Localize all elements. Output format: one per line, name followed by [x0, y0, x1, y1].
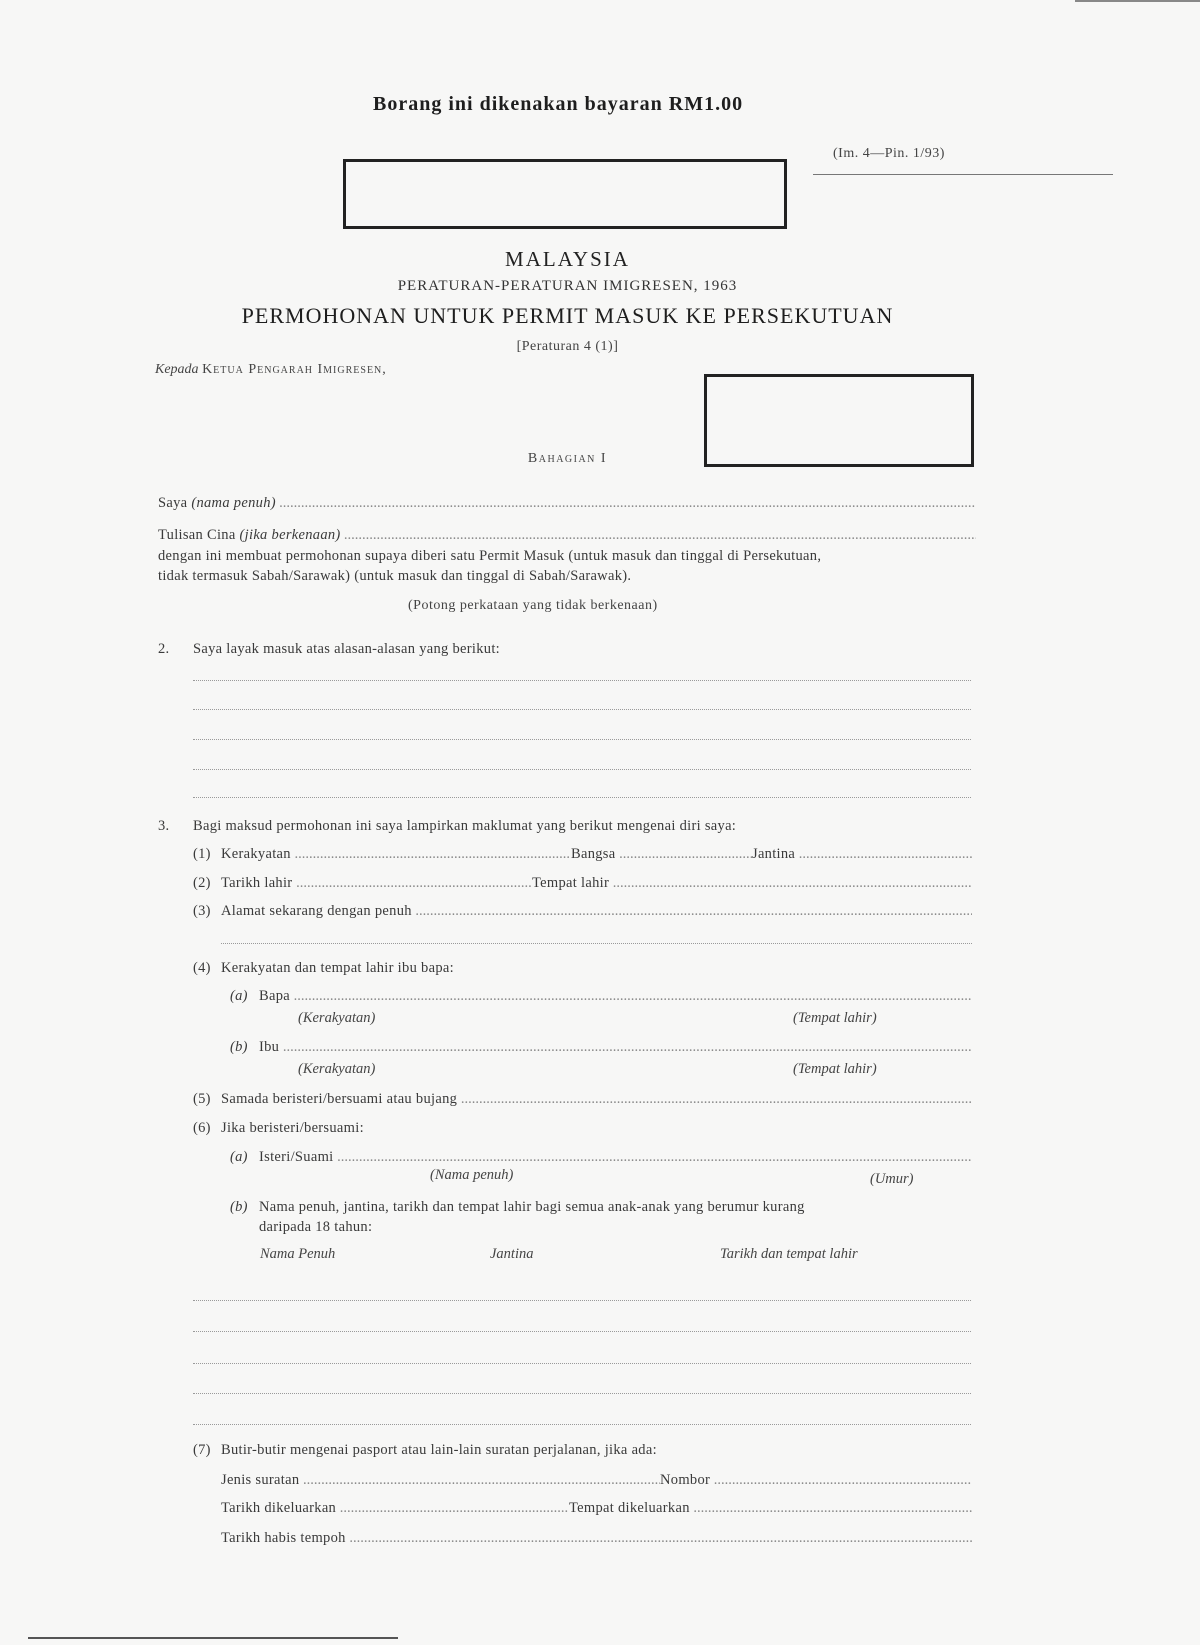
reasons-line-5[interactable] — [193, 797, 971, 798]
q4a-number: (a) — [230, 988, 248, 1004]
reasons-line-4[interactable] — [193, 769, 971, 770]
country-heading: MALAYSIA — [505, 247, 630, 271]
scan-edge-line — [1075, 0, 1200, 2]
office-stamp-box — [343, 159, 787, 229]
q5-number: (5) — [193, 1091, 211, 1107]
section-3-number: 3. — [158, 818, 170, 834]
q6b-text-line-2: daripada 18 tahun: — [259, 1219, 373, 1235]
q4-number: (4) — [193, 960, 211, 976]
regulation-reference: [Peraturan 4 (1)] — [516, 339, 619, 354]
father-birthplace-hint: (Tempat lahir) — [793, 1010, 877, 1026]
q7-number: (7) — [193, 1442, 211, 1458]
father-field[interactable]: Bapa ..... — [259, 988, 972, 1005]
address-line-2[interactable] — [221, 943, 972, 944]
addressee-name: Ketua Pengarah Imigresen, — [202, 362, 387, 377]
children-line-5[interactable] — [193, 1424, 971, 1425]
form-number-rule — [813, 174, 1113, 175]
declaration-line-2: tidak termasuk Sabah/Sarawak) (untuk masuk dan tinggal di Sabah/Sarawak). — [158, 568, 632, 584]
section-2-number: 2. — [158, 641, 170, 657]
q6b-text-line-1: Nama penuh, jantina, tarikh dan tempat lahir bagi semua anak-anak yang berumur kurang — [259, 1199, 805, 1215]
column-date-place-of-birth: Tarikh dan tempat lahir — [720, 1246, 858, 1262]
reasons-line-3[interactable] — [193, 739, 971, 740]
q6-number: (6) — [193, 1120, 211, 1136]
issue-place-field[interactable]: Tempat dikeluarkan ..... — [569, 1500, 972, 1517]
chinese-name-hint: (jika berkenaan) ..... — [240, 527, 976, 543]
mother-nationality-hint: (Kerakyatan) — [298, 1061, 376, 1077]
form-title: PERMOHONAN UNTUK PERMIT MASUK KE PERSEKUTUAN — [241, 303, 894, 328]
children-line-2[interactable] — [193, 1331, 971, 1332]
part-heading: Bahagian I — [527, 451, 608, 466]
document-type-field[interactable]: Jenis suratan ..... — [221, 1472, 660, 1489]
spouse-field[interactable]: Isteri/Suami ..... — [259, 1149, 972, 1166]
spouse-age-hint: (Umur) — [870, 1171, 914, 1187]
addressee — [155, 362, 387, 378]
marital-status-field[interactable]: Samada beristeri/bersuami atau bujang ..... — [221, 1091, 972, 1108]
mother-field[interactable]: Ibu ..... — [259, 1039, 972, 1056]
address-field[interactable]: Alamat sekarang dengan penuh ..... — [221, 903, 972, 920]
reasons-line-1[interactable] — [193, 680, 971, 681]
addressee-prefix: Kepada — [155, 362, 199, 377]
q1-number: (1) — [193, 846, 211, 862]
column-sex: Jantina — [490, 1246, 534, 1262]
section-3-intro: Bagi maksud permohonan ini saya lampirkan maklumat yang berikut mengenai diri saya: — [193, 818, 737, 834]
q6-text: Jika beristeri/bersuami: — [221, 1120, 364, 1136]
chinese-name-field[interactable]: Tulisan Cina (jika berkenaan) ..... — [158, 527, 976, 544]
mother-birthplace-hint: (Tempat lahir) — [793, 1061, 877, 1077]
sex-field[interactable]: Jantina ..... — [752, 846, 972, 863]
q7-text: Butir-butir mengenai pasport atau lain-lain suratan perjalanan, jika ada: — [221, 1442, 657, 1458]
issue-date-field[interactable]: Tarikh dikeluarkan ..... — [221, 1500, 569, 1517]
name-field[interactable]: Saya (nama penuh) ..... — [158, 495, 976, 512]
fee-notice: Borang ini dikenakan bayaran RM1.00 — [373, 93, 744, 115]
q6b-number: (b) — [230, 1199, 248, 1215]
strike-note: (Potong perkataan yang tidak berkenaan) — [408, 598, 658, 613]
form-number: (Im. 4—Pin. 1/93) — [833, 146, 945, 161]
father-nationality-hint: (Kerakyatan) — [298, 1010, 376, 1026]
children-line-4[interactable] — [193, 1393, 971, 1394]
name-hint: (nama penuh) ..... — [191, 495, 976, 511]
q6a-number: (a) — [230, 1149, 248, 1165]
document-number-field[interactable]: Nombor ..... — [660, 1472, 972, 1489]
nationality-field[interactable]: Kerakyatan ..... — [221, 846, 571, 863]
expiry-date-field[interactable]: Tarikh habis tempoh ..... — [221, 1530, 972, 1547]
section-2-text: Saya layak masuk atas alasan-alasan yang berikut: — [193, 641, 501, 657]
children-line-1[interactable] — [193, 1300, 971, 1301]
declaration-line-1: dengan ini membuat permohonan supaya diberi satu Permit Masuk (untuk masuk dan tinggal di Persekutuan, — [158, 548, 822, 564]
spouse-name-hint: (Nama penuh) — [430, 1167, 514, 1183]
q4-text: Kerakyatan dan tempat lahir ibu bapa: — [221, 960, 454, 976]
reasons-line-2[interactable] — [193, 709, 971, 710]
q3-number: (3) — [193, 903, 211, 919]
children-line-3[interactable] — [193, 1363, 971, 1364]
race-field[interactable]: Bangsa ..... — [571, 846, 752, 863]
regulations-heading: PERATURAN-PERATURAN IMIGRESEN, 1963 — [397, 278, 738, 294]
date-of-birth-field[interactable]: Tarikh lahir ..... — [221, 875, 532, 892]
column-full-name: Nama Penuh — [260, 1246, 336, 1262]
place-of-birth-field[interactable]: Tempat lahir ..... — [532, 875, 972, 892]
q2-number: (2) — [193, 875, 211, 891]
q4b-number: (b) — [230, 1039, 248, 1055]
scan-edge-line — [28, 1637, 398, 1639]
